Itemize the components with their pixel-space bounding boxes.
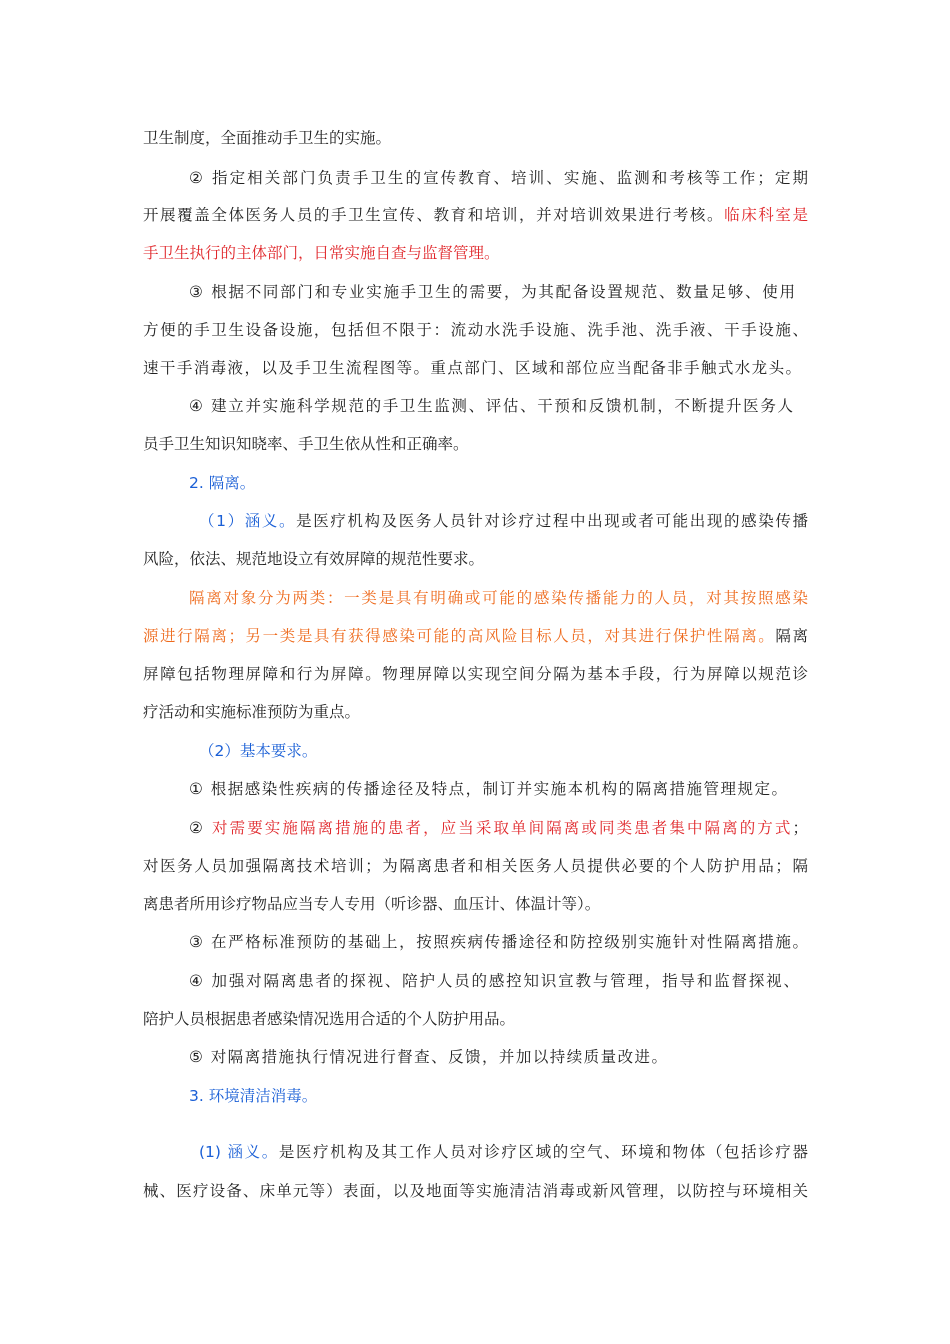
subheading-label: (1) 涵义。 xyxy=(199,1143,279,1161)
text-line xyxy=(199,1141,808,1163)
text-segment: 离患者所用诊疗物品应当专人专用（听诊器、血压计、体温计等）。 xyxy=(143,895,601,913)
text-segment: ① 根据感染性疾病的传播途径及特点，制订并实施本机构的隔离措施管理规定。 xyxy=(189,780,787,798)
text-segment: 开展覆盖全体医务人员的手卫生宣传、教育和培训，并对培训效果进行考核。 xyxy=(143,206,725,224)
text-line xyxy=(143,204,808,226)
heading-text: 2. 隔离。 xyxy=(189,474,256,492)
text-segment: ④ 建立并实施科学规范的手卫生监测、评估、干预和反馈机制，不断提升医务人 xyxy=(189,397,793,415)
text-segment: ③ 根据不同部门和专业实施手卫生的需要，为其配备设置规范、数量足够、使用 xyxy=(189,283,795,301)
text-segment: ③ 在严格标准预防的基础上，按照疾病传播途径和防控级别实施针对性隔离措施。 xyxy=(189,933,808,951)
highlight-red: 临床科室是 xyxy=(724,206,808,224)
text-segment: 对医务人员加强隔离技术培训；为隔离患者和相关医务人员提供必要的个人防护用品；隔 xyxy=(143,857,808,875)
text-line xyxy=(189,970,799,992)
text-line xyxy=(143,855,808,877)
highlight-red: 对需要实施隔离措施的患者，应当采取单间隔离或同类患者集中隔离的方式 xyxy=(212,819,793,837)
text-line xyxy=(143,319,808,341)
text-line xyxy=(143,1180,808,1202)
text-line xyxy=(199,510,808,532)
text-segment: 屏障包括物理屏障和行为屏障。物理屏障以实现空间分隔为基本手段，行为屏障以规范诊 xyxy=(143,665,808,683)
text-line xyxy=(189,778,787,800)
text-line xyxy=(189,931,808,953)
text-line xyxy=(143,701,808,723)
text-segment: 是医疗机构及其工作人员对诊疗区域的空气、环境和物体（包括诊疗器 xyxy=(278,1143,808,1161)
text-line xyxy=(143,357,801,379)
text-segment: 员手卫生知识知晓率、手卫生依从性和正确率。 xyxy=(143,435,469,453)
text-line xyxy=(189,395,793,417)
text-line xyxy=(189,1046,667,1068)
text-line xyxy=(143,625,808,647)
text-line xyxy=(189,587,808,609)
subheading-label: （1）涵义。 xyxy=(199,512,297,530)
subheading xyxy=(199,740,499,762)
text-segment: 隔离 xyxy=(775,627,808,645)
text-segment: ⑤ 对隔离措施执行情况进行督查、反馈，并加以持续质量改进。 xyxy=(189,1048,667,1066)
text-line xyxy=(143,893,808,915)
text-segment: ； xyxy=(792,819,808,837)
subheading-label: （2）基本要求。 xyxy=(199,742,318,760)
text-line xyxy=(143,548,808,570)
section-heading xyxy=(189,472,489,494)
text-segment: ② 指定相关部门负责手卫生的宣传教育、培训、实施、监测和考核等工作；定期 xyxy=(189,169,808,187)
highlight-orange: 隔离对象分为两类：一类是具有明确或可能的感染传播能力的人员，对其按照感染 xyxy=(189,589,808,607)
text-segment: 疗活动和实施标准预防为重点。 xyxy=(143,703,361,721)
text-line xyxy=(143,127,808,149)
section-heading xyxy=(189,1085,489,1107)
text-line xyxy=(143,242,808,264)
text-line xyxy=(143,433,808,455)
text-segment: 是医疗机构及医务人员针对诊疗过程中出现或者可能出现的感染传播 xyxy=(296,512,808,530)
text-segment: 方便的手卫生设备设施，包括但不限于：流动水洗手设施、洗手池、洗手液、干手设施、 xyxy=(143,321,808,339)
heading-text: 3. 环境清洁消毒。 xyxy=(189,1087,318,1105)
text-segment: 风险，依法、规范地设立有效屏障的规范性要求。 xyxy=(143,550,485,568)
text-segment: 速干手消毒液，以及手卫生流程图等。重点部门、区域和部位应当配备非手触式水龙头。 xyxy=(143,359,801,377)
highlight-orange: 源进行隔离；另一类是具有获得感染可能的高风险目标人员，对其进行保护性隔离。 xyxy=(143,627,776,645)
text-line xyxy=(143,1008,808,1030)
text-line xyxy=(143,663,808,685)
text-line xyxy=(189,167,808,189)
text-segment: ④ 加强对隔离患者的探视、陪护人员的感控知识宣教与管理，指导和监督探视、 xyxy=(189,972,799,990)
text-segment: 卫生制度，全面推动手卫生的实施。 xyxy=(143,129,392,147)
text-segment: 陪护人员根据患者感染情况选用合适的个人防护用品。 xyxy=(143,1010,516,1028)
text-line xyxy=(189,281,795,303)
highlight-red: 手卫生执行的主体部门，日常实施自查与监督管理。 xyxy=(143,244,500,262)
text-line xyxy=(189,817,808,839)
text-segment: ② xyxy=(189,819,213,837)
text-segment: 械、医疗设备、床单元等）表面，以及地面等实施清洁消毒或新风管理，以防控与环境相关 xyxy=(143,1182,808,1200)
